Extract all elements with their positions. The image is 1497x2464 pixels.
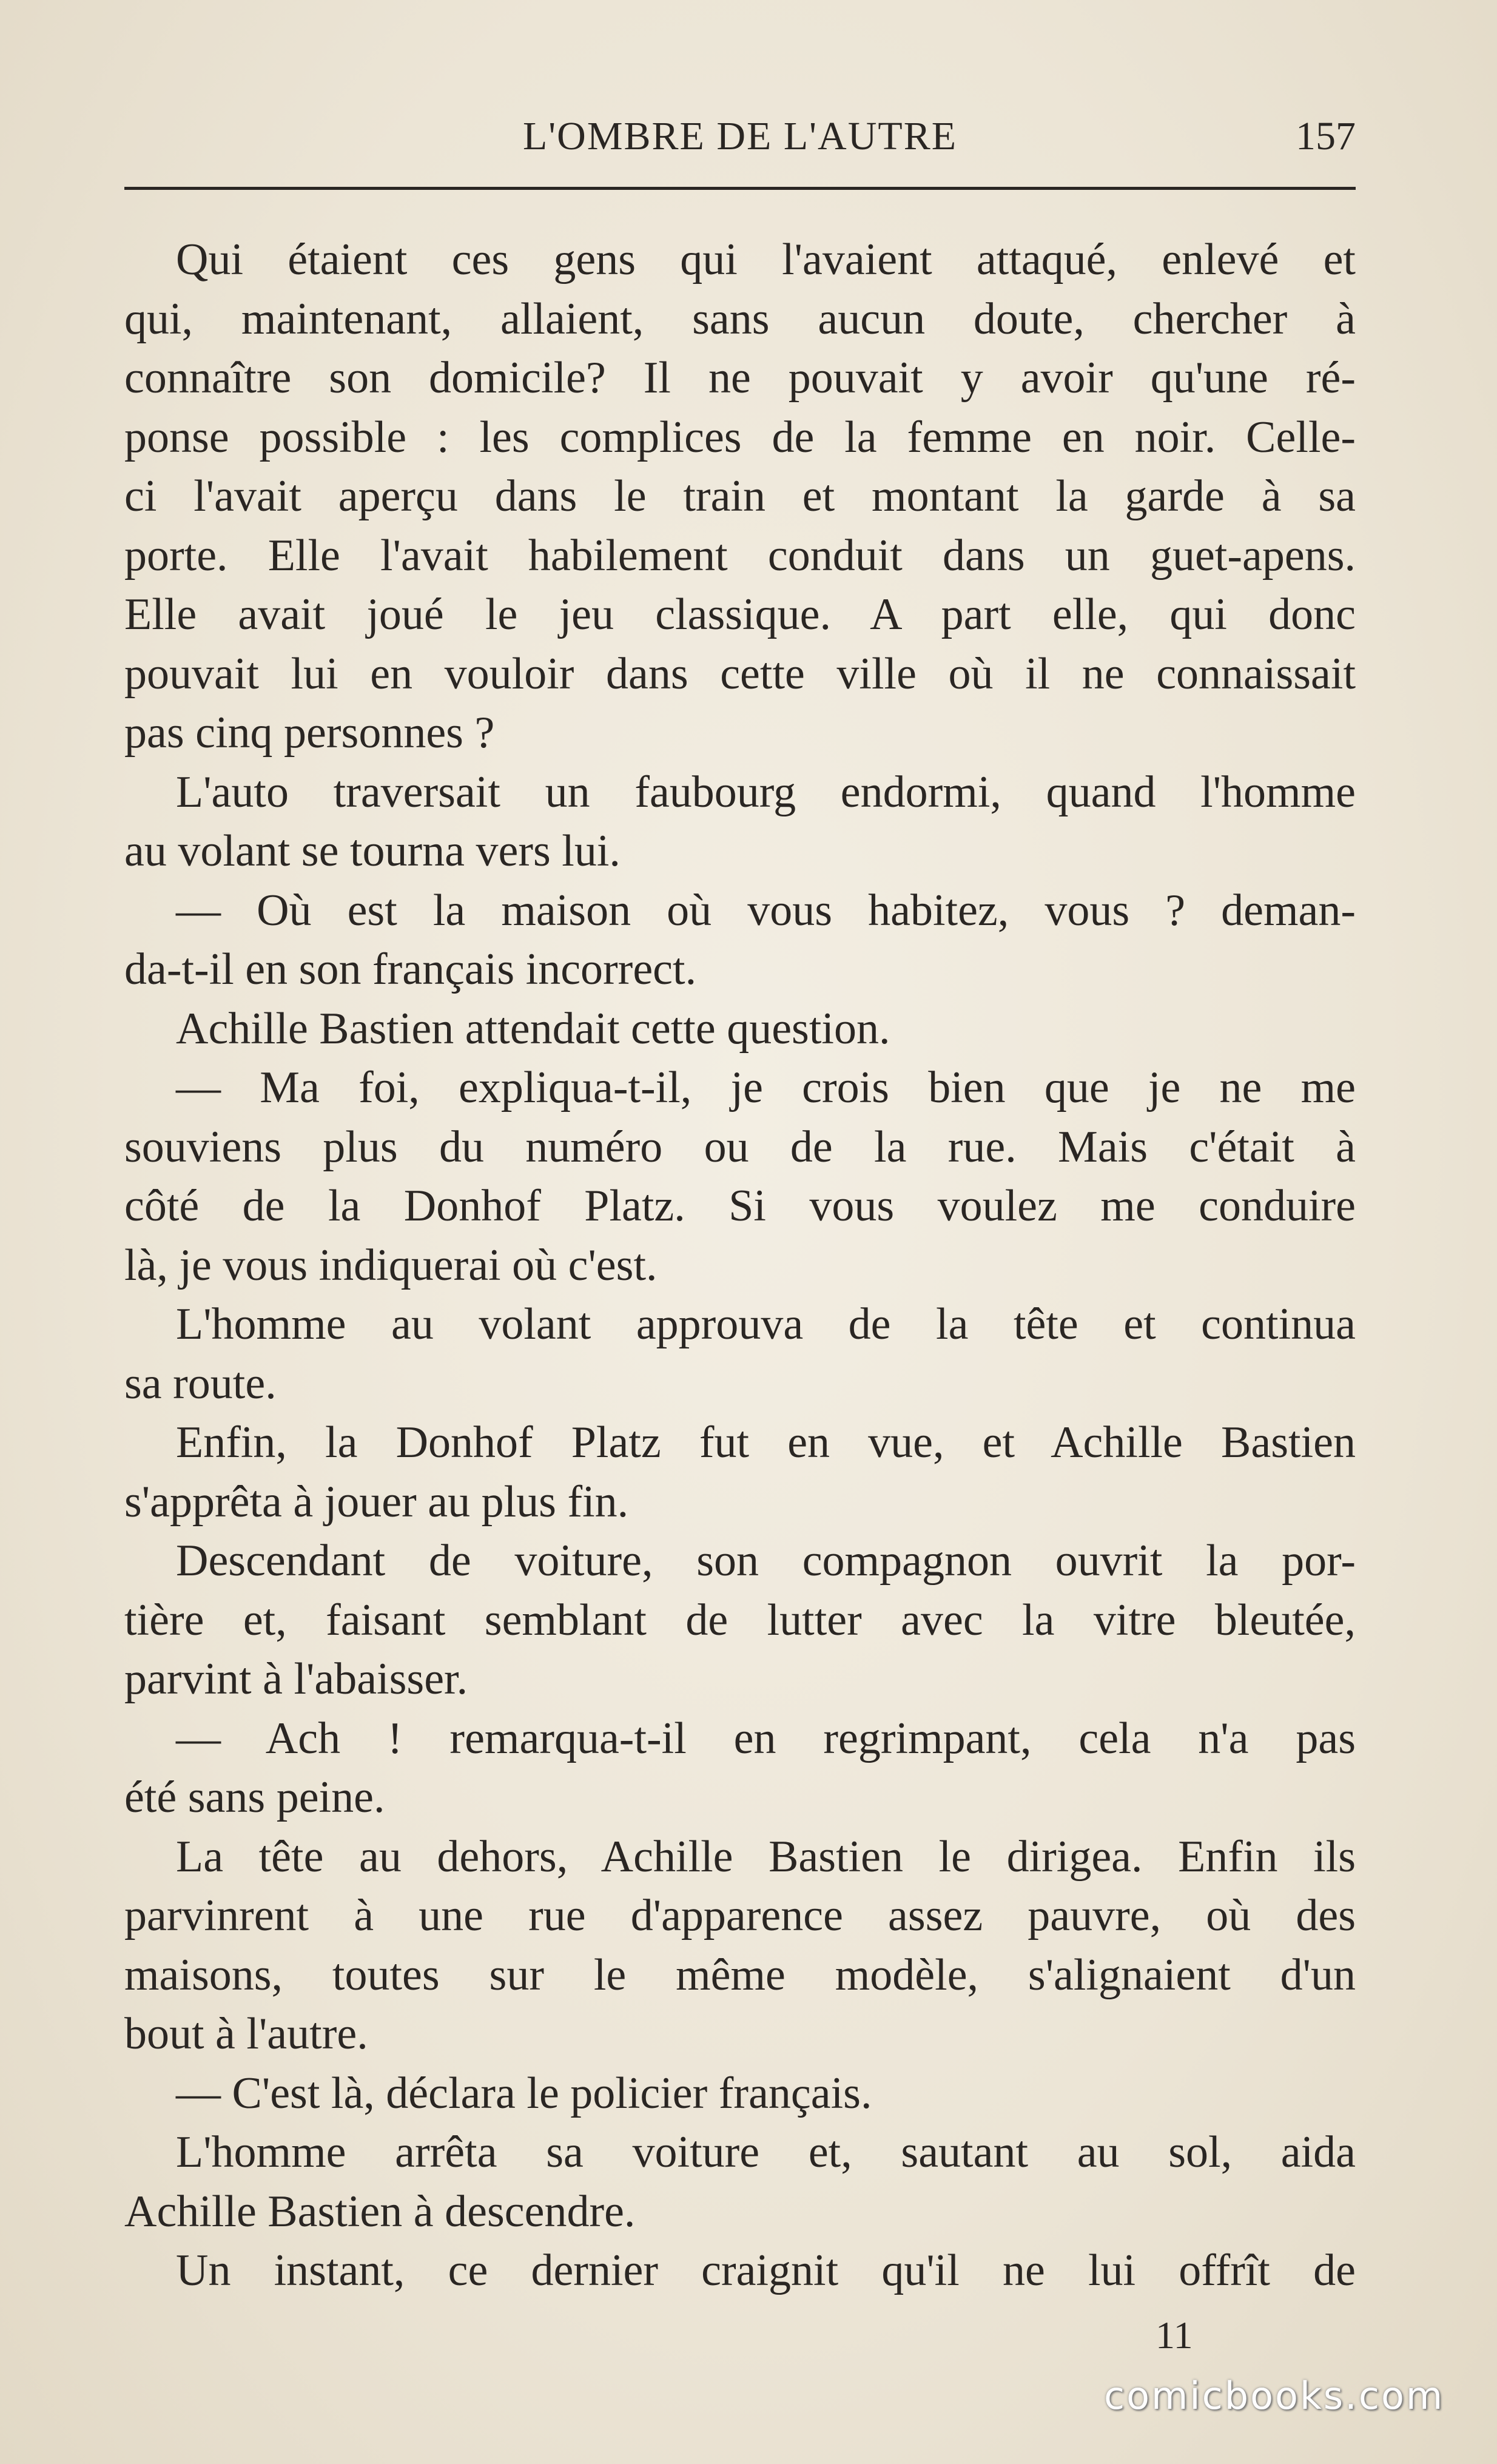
text-line: sa route. xyxy=(124,1358,277,1409)
text-line: maisons, toutes sur le même modèle, s'alignaient d'un xyxy=(124,1950,1356,2000)
text-line: pouvait lui en vouloir dans cette ville où il ne connaissait xyxy=(124,648,1356,699)
text-line: souviens plus du numéro ou de la rue. Mais c'était à xyxy=(124,1122,1356,1172)
running-head xyxy=(124,109,1356,164)
text-line: s'apprêta à jouer au plus fin. xyxy=(124,1476,629,1527)
text-line: tière et, faisant semblant de lutter avec la vitre bleutée, xyxy=(124,1595,1356,1645)
text-line: Achille Bastien à descendre. xyxy=(124,2186,636,2237)
text-line: pas cinq personnes ? xyxy=(124,708,495,758)
signature-mark: 11 xyxy=(1156,2314,1193,2357)
body-text xyxy=(124,231,1356,2301)
text-line: parvinrent à une rue d'apparence assez pauvre, où des xyxy=(124,1891,1356,1941)
text-line: connaître son domicile? Il ne pouvait y avoir qu'une ré- xyxy=(124,353,1356,403)
text-line: Descendant de voiture, son compagnon ouvrit la por- xyxy=(176,1536,1356,1586)
text-line: — C'est là, déclara le policier français. xyxy=(176,2068,872,2118)
text-line: L'homme au volant approuva de la tête et continua xyxy=(176,1299,1356,1349)
text-line: La tête au dehors, Achille Bastien le dirigea. Enfin ils xyxy=(176,1831,1356,1882)
text-line: Achille Bastien attendait cette question. xyxy=(176,1003,890,1054)
text-line: L'homme arrêta sa voiture et, sautant au sol, aida xyxy=(176,2127,1356,2177)
text-line: — Où est la maison où vous habitez, vous ? deman- xyxy=(176,885,1356,935)
text-line: été sans peine. xyxy=(124,1772,385,1822)
text-line: Un instant, ce dernier craignit qu'il ne lui offrît de xyxy=(176,2246,1356,2295)
watermark: comicbooks.com xyxy=(1104,2374,1445,2418)
text-line: parvint à l'abaisser. xyxy=(124,1654,468,1704)
text-line: porte. Elle l'avait habilement conduit dans un guet-apens. xyxy=(124,530,1356,581)
text-line: — Ma foi, expliqua-t-il, je crois bien que je ne me xyxy=(176,1063,1356,1113)
text-line: ponse possible : les complices de la femme en noir. Celle- xyxy=(124,412,1356,462)
text-line: côté de la Donhof Platz. Si vous voulez me conduire xyxy=(124,1181,1356,1231)
text-line: Enfin, la Donhof Platz fut en vue, et Achille Bastien xyxy=(176,1418,1356,1467)
text-line: L'auto traversait un faubourg endormi, quand l'homme xyxy=(176,767,1356,817)
text-line: Qui étaient ces gens qui l'avaient attaqué, enlevé et xyxy=(176,235,1356,284)
text-line: au volant se tourna vers lui. xyxy=(124,826,621,876)
text-line: — Ach ! remarqua-t-il en regrimpant, cela n'a pas xyxy=(176,1713,1356,1763)
text-line: bout à l'autre. xyxy=(124,2009,368,2059)
text-line: ci l'avait aperçu dans le train et montant la garde à sa xyxy=(124,471,1356,521)
text-line: là, je vous indiquerai où c'est. xyxy=(124,1240,658,1290)
text-line: qui, maintenant, allaient, sans aucun doute, chercher à xyxy=(124,294,1356,344)
header-rule xyxy=(124,187,1356,190)
page-number: 157 xyxy=(1296,114,1356,158)
text-line: Elle avait joué le jeu classique. A part elle, qui donc xyxy=(124,590,1356,639)
running-title: L'OMBRE DE L'AUTRE xyxy=(522,114,958,158)
text-line: da-t-il en son français incorrect. xyxy=(124,944,697,994)
